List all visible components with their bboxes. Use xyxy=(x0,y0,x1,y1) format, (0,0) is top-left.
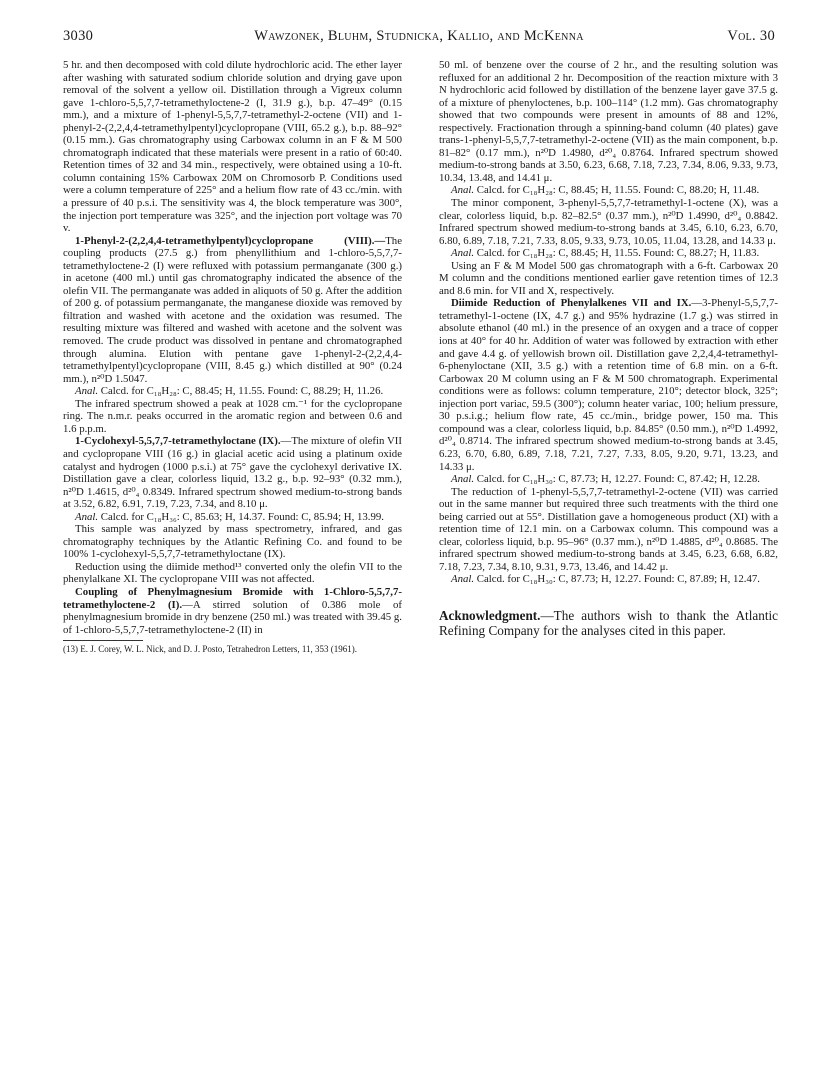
page-header xyxy=(63,28,775,48)
analysis-line xyxy=(439,247,778,260)
analysis-line xyxy=(439,184,778,197)
volume-label: Vol. 30 xyxy=(727,28,775,44)
running-head: Wawzonek, Bluhm, Studnicka, Kallio, and McKenna xyxy=(254,28,584,44)
paragraph-text: —The mixture of olefin VII and cyclopropane VIII (16 g.) in glacial acetic acid using a platinum oxide catalyst and hydrogen (1000 p.s.i.) at 75° gave the cyclohexyl derivative IX. Distillation gave a clear, colorless liquid, 13.2 g., b.p. 92–93° (0.32 mm.), n²⁰D 1.4615, d²⁰₄ 0.8349. Infrared spectrum showed medium-to-strong bands at 3.52, 6.82, 6.91, 7.19, 7.23, 7.34, and 8.10 μ. xyxy=(63,435,403,511)
analysis-line xyxy=(63,385,402,398)
paragraph: The minor component, 3-phenyl-5,5,7,7-tetramethyl-1-octene (X), was a clear, colorless liquid, b.p. 82–82.5° (0.37 mm.), n²⁰D 1.4990, d²⁰₄ 0.8842. Infrared spectrum showed medium-to-strong bands at 3.45, 6.10, 6.23, 6.70, 6.80, 6.89, 7.18, 7.21, 7.33, 8.05, 9.33, 9.73, 10.05, 11.04, 13.28, and 14.33 μ. xyxy=(439,197,778,247)
footnote: (13) E. J. Corey, W. L. Nick, and D. J. Posto, Tetrahedron Letters, 11, 353 (1961). xyxy=(63,644,357,655)
paragraph-text: —3-Phenyl-5,5,7,7-tetramethyl-1-octene (IX, 4.7 g.) and 95% hydrazine (1.7 g.) was stirred in absolute ethanol (40 ml.) in the presence of an oxygen and a trace of copper ions at 40° for 40 hr. Addition of water was followed by extraction with ether and gave 4.4 g. of yellowish brown oil. Distillation gave 2,2,4,4-tetramethyl-6-phenyloctane (XII, 3.5 g.) with a retention time of 6.8 min. on a 6-ft. Carbowax 20 M column using an F & M 500 chromatograph. Experimental conditions were as follows: column temperature, 210°; detector block, 325°; injection port variac, 59.5 (300°); column heater variac, 100; helium pressure, 30 p.s.i.g.; helium flow rate, 45 cc./min., bridge power, 150 ma. This compound was a clear, colorless liquid, b.p. 84.85° (0.50 mm.), n²⁰D 1.4992, d²⁰₄ 0.8714. The infrared spectrum showed medium-to-strong bands at 3.45, 6.23, 6.70, 6.80, 6.89, 7.18, 7.21, 7.27, 7.33, 8.05, 9.20, 9.71, 13.23, and 14.33 μ. xyxy=(439,297,778,473)
paragraph: Using an F & M Model 500 gas chromatograph with a 6-ft. Carbowax 20 M column and the conditions mentioned earlier gave retention times of 12.3 and 8.6 min. for VII and X, respectively. xyxy=(439,259,778,297)
analysis-text: Calcd. for C₁₈H₃₀: C, 87.73; H, 12.27. Found: C, 87.89; H, 12.47. xyxy=(474,573,760,586)
analysis-text: Calcd. for C₁₈H₂₈: C, 88.45; H, 11.55. Found: C, 88.29; H, 11.26. xyxy=(98,385,384,398)
section-paragraph xyxy=(439,297,778,473)
section-heading: 1-Phenyl-2-(2,2,4,4-tetramethylpentyl)cyclopropane (VIII).— xyxy=(75,234,386,247)
paragraph: The infrared spectrum showed a peak at 1028 cm.⁻¹ for the cyclopropane ring. The n.m.r. peaks occurred in the aromatic region and between 0.6 and 1.6 p.p.m. xyxy=(63,397,402,435)
anal-label: Anal. xyxy=(75,385,99,398)
analysis-line xyxy=(63,511,402,524)
section-heading: Coupling of Phenylmagnesium Bromide with 1-Chloro-5,5,7,7-tetramethyloctene-2 (I). xyxy=(63,585,402,611)
paragraph-text: —A stirred solution of 0.386 mole of phenylmagnesium bromide in dry benzene (250 ml.) was treated with 39.45 g. of 1-chloro-5,5,7,7-tetramethyloctene-2 (II) in xyxy=(63,598,402,636)
acknowledgment-text: —The authors wish to thank the Atlantic Refining Company for the analyses cited in this paper. xyxy=(439,607,778,639)
analysis-text: Calcd. for C₁₈H₃₆: C, 85.63; H, 14.37. Found: C, 85.94; H, 13.99. xyxy=(98,510,384,523)
paragraph: This sample was analyzed by mass spectrometry, infrared, and gas chromatography techniques by the Atlantic Refining Co. and found to be 100% 1-cyclohexyl-5,5,7,7-tetramethyloctane (IX). xyxy=(63,523,402,561)
acknowledgment-heading: Acknowledgment. xyxy=(439,607,541,623)
paragraph-text: The coupling products (27.5 g.) from phenyllithium and 1-chloro-5,5,7,7-tetramethyloctene-2 (I) were refluxed with potassium permanganate (300 g.) in acetone (400 ml.) until gas chromatography indicated the absence of the olefin VII. The permanganate was added in aliquots of 50 g. After the addition of 200 g. of potassium permanganate, the manganese dioxide was removed by filtration and washed with acetone and the oxidation was resumed. The resulting mixture was filtered and washed with acetone and the solvent was removed. The crude product was dissolved in pentane and chromatographed through alumina. Elution with pentane gave 1-phenyl-2-(2,2,4,4-tetramethylpentyl)cyclopropane (VIII, 8.45 g.) which distilled at 90° (0.24 mm.), n²⁰D 1.5047. xyxy=(63,234,402,385)
paragraph: The reduction of 1-phenyl-5,5,7,7-tetramethyl-2-octene (VII) was carried out in the same manner but required three such treatments with the third one being carried out at 55°. Distillation gave a homogeneous product (XI) with a retention time of 12.1 min. on a Carbowax column. This compound was a clear, colorless liquid, b.p. 95–96° (0.37 mm.), n²⁰D 1.4885, d²⁰₄ 0.8685. The infrared spectrum showed medium-to-strong bands at 3.45, 6.23, 6.68, 6.82, 7.18, 7.23, 7.34, 8.10, 9.31, 9.73, 13.46, and 14.42 μ. xyxy=(439,485,778,573)
paragraph: 50 ml. of benzene over the course of 2 hr., and the resulting solution was refluxed for an additional 2 hr. Decomposition of the reaction mixture with 3 N hydrochloric acid followed by distillation of the benzene layer gave 37.5 g. of a mixture of phenyloctenes, b.p. 100–114° (1.2 mm). Gas chromatography showed that two compounds were present in amounts of 88 and 12%, respectively. Fractionation through a spinning-band column (40 plates) gave trans-1-phenyl-5,5,7,7-tetramethyl-2-octene (VII) as the main component, b.p. 81–82° (0.17 mm.), n²⁰D 1.4980, d²⁰₄ 0.8764. Infrared spectrum showed medium-to-strong bands at 3.50, 6.23, 6.68, 7.18, 7.23, 7.34, 8.06, 9.33, 9.73, 10.34, 13.48, and 14.41 μ. xyxy=(439,59,778,184)
analysis-line xyxy=(439,573,778,586)
page-number: 3030 xyxy=(63,28,94,44)
acknowledgment xyxy=(439,608,778,639)
section-paragraph xyxy=(63,586,402,636)
left-column xyxy=(63,59,402,655)
analysis-line xyxy=(439,473,778,486)
anal-label: Anal. xyxy=(451,247,475,260)
section-heading: Diimide Reduction of Phenylalkenes VII and IX. xyxy=(451,297,692,310)
paragraph: 5 hr. and then decomposed with cold dilute hydrochloric acid. The ether layer after washing with saturated sodium chloride solution and drying gave upon removal of the solvent a yellow oil. Distillation through a Vigreux column gave 1-chloro-5,5,7,7-tetramethyloctene-2 (I, 31.9 g.), b.p. 47–49° (0.15 mm.), and a mixture of 1-phenyl-5,5,7,7-tetramethyl-2-octene (VII) and 1-phenyl-2-(2,2,4,4-tetramethylpentyl)cyclopropane (VIII, 65.2 g.), b.p. 88–92° (0.15 mm.). Gas chromatography using Carbowax column in an F & M 500 chromatograph indicated that these materials were present in a ratio of 60:40. Retention times of 32 and 34 min., respectively, were obtained using a 10-ft. column containing 15% Carbowax 20M on Chromosorb P. Conditions used were a column temperature of 225° and a helium flow rate of 43 cc./min. with a pressure of 40 p.s.i. The sensitivity was 4, the block temperature was 300°, the injection port temperature was 325°, and the injection port voltage was 70 v. xyxy=(63,59,402,235)
section-paragraph xyxy=(63,235,402,386)
analysis-text: Calcd. for C₁₈H₃₀: C, 87.73; H, 12.27. Found: C, 87.42; H, 12.28. xyxy=(474,473,760,486)
right-column xyxy=(439,59,778,639)
anal-label: Anal. xyxy=(451,573,475,586)
analysis-text: Calcd. for C₁₈H₂₈: C, 88.45; H, 11.55. Found: C, 88.27; H, 11.83. xyxy=(474,247,760,260)
anal-label: Anal. xyxy=(451,184,475,197)
footnote-rule xyxy=(63,640,143,641)
section-paragraph xyxy=(63,435,402,510)
anal-label: Anal. xyxy=(451,473,475,486)
paragraph: Reduction using the diimide method¹³ converted only the olefin VII to the phenylalkane XI. The cyclopropane VIII was not affected. xyxy=(63,560,402,586)
section-heading: 1-Cyclohexyl-5,5,7,7-tetramethyloctane (IX). xyxy=(75,435,281,448)
analysis-text: Calcd. for C₁₈H₂₈: C, 88.45; H, 11.55. Found: C, 88.20; H, 11.48. xyxy=(474,184,760,197)
anal-label: Anal. xyxy=(75,510,99,523)
